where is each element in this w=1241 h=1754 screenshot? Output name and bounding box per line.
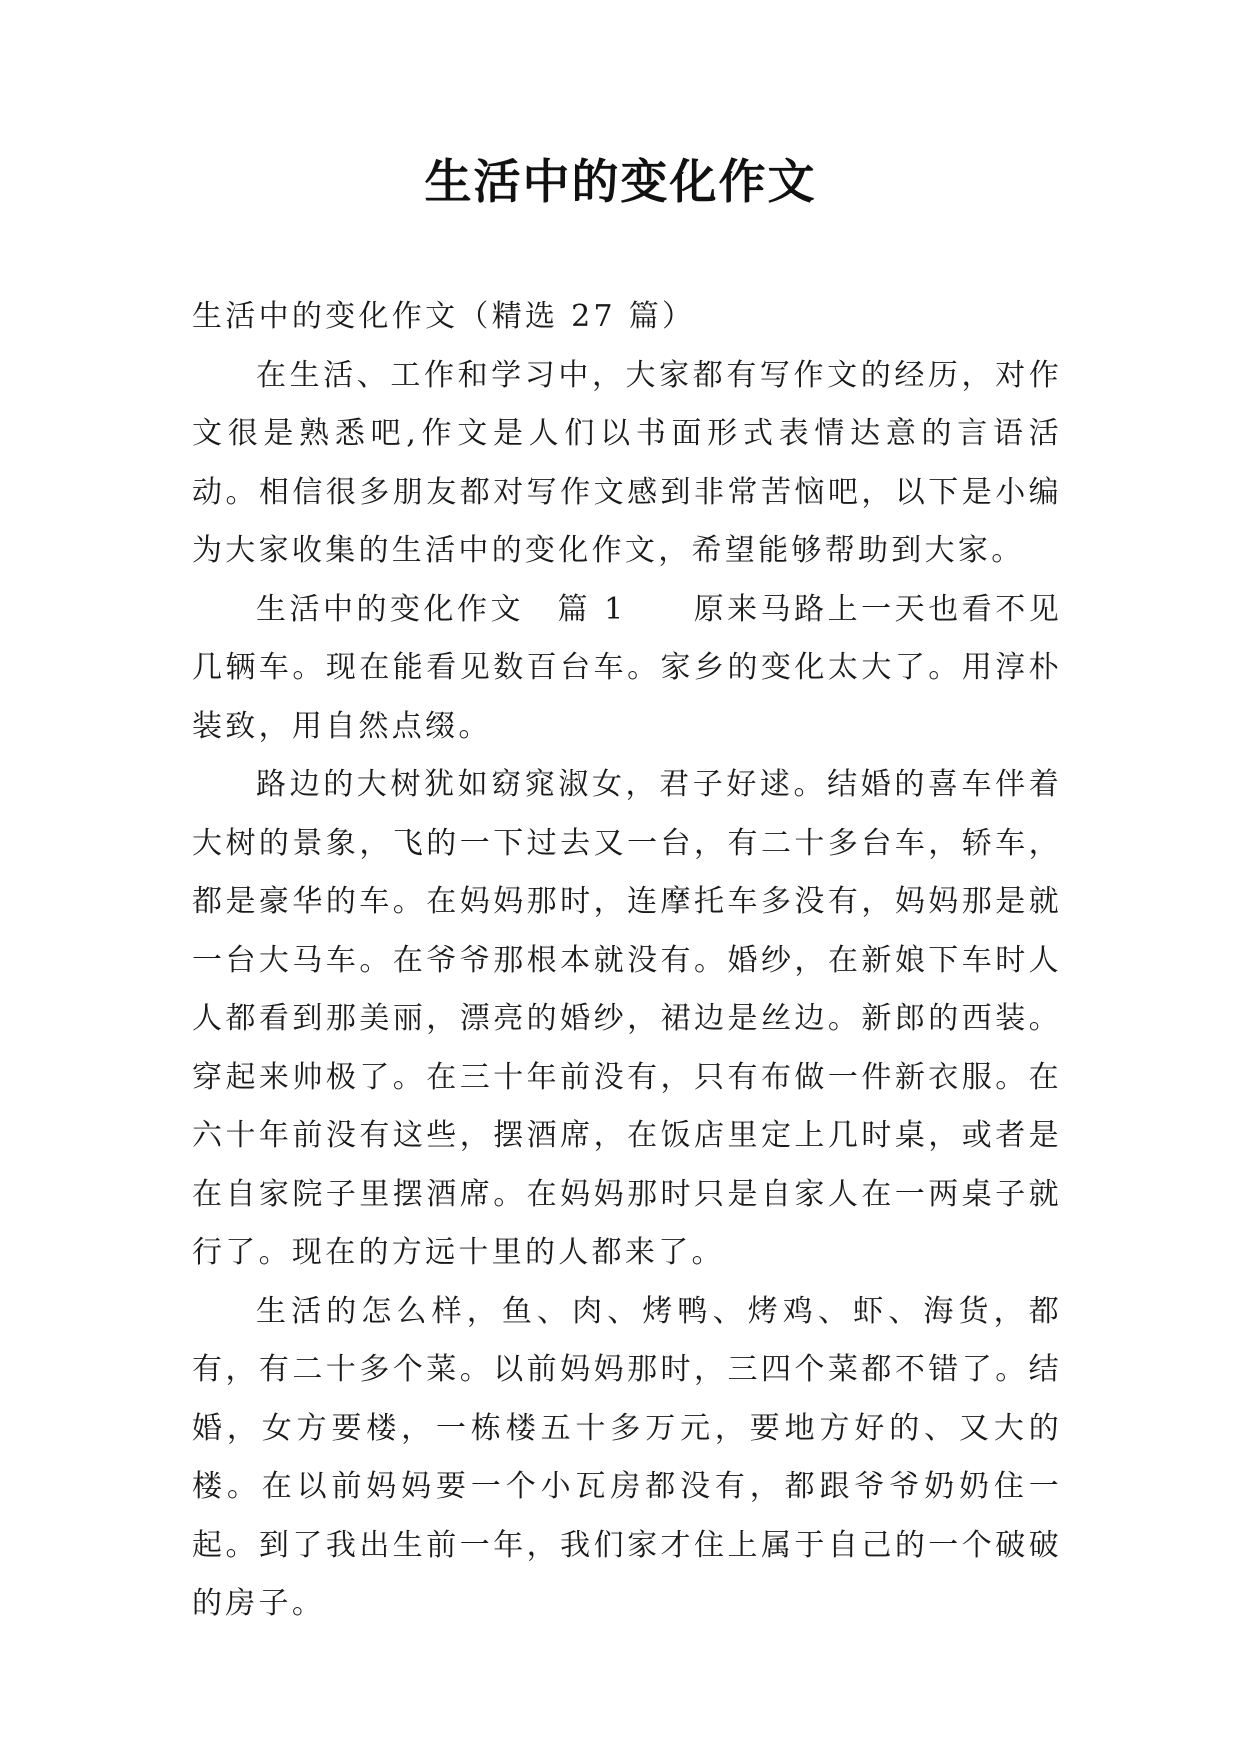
paragraph-intro: 在生活、工作和学习中，大家都有写作文的经历，对作文很是熟悉吧,作文是人们以书面形式表情达意的言语活动。相信很多朋友都对写作文感到非常苦恼吧，以下是小编为大家收集的生活中的变化作文，希望能够帮助到大家。 [192,357,1062,568]
document-body [192,288,1062,1634]
page-title: 生活中的变化作文 [424,155,817,210]
paragraph-roadside-trees: 路边的大树犹如窈窕淑女，君子好逑。结婚的喜车伴着大树的景象，飞的一下过去又一台，有二十多台车，轿车，都是豪华的车。在妈妈那时，连摩托车多没有，妈妈那是就一台大马车。在爷爷那根本就没有。婚纱，在新娘下车时人人都看到那美丽，漂亮的婚纱，裙边是丝边。新郎的西装。穿起来帅极了。在三十年前没有，只有布做一件新衣服。在六十年前没有这些，摆酒席，在饭店里定上几时桌，或者是在自家院子里摆酒席。在妈妈那时只是自家人在一两桌子就行了。现在的方远十里的人都来了。 [192,767,1062,1270]
paragraph-essay-1: 生活中的变化作文 篇 1 原来马路上一天也看不见几辆车。现在能看见数百台车。家乡的变化太大了。用淳朴装致，用自然点缀。 [192,591,1062,744]
document-subtitle: 生活中的变化作文（精选 27 篇） [192,299,696,334]
paragraph-life-now: 生活的怎么样，鱼、肉、烤鸭、烤鸡、虾、海货，都有，有二十多个菜。以前妈妈那时，三四个菜都不错了。结婚，女方要楼，一栋楼五十多万元，要地方好的、又大的楼。在以前妈妈要一个小瓦房都没有，都跟爷爷奶奶住一起。到了我出生前一年，我们家才住上属于自己的一个破破的房子。 [192,1293,1062,1621]
